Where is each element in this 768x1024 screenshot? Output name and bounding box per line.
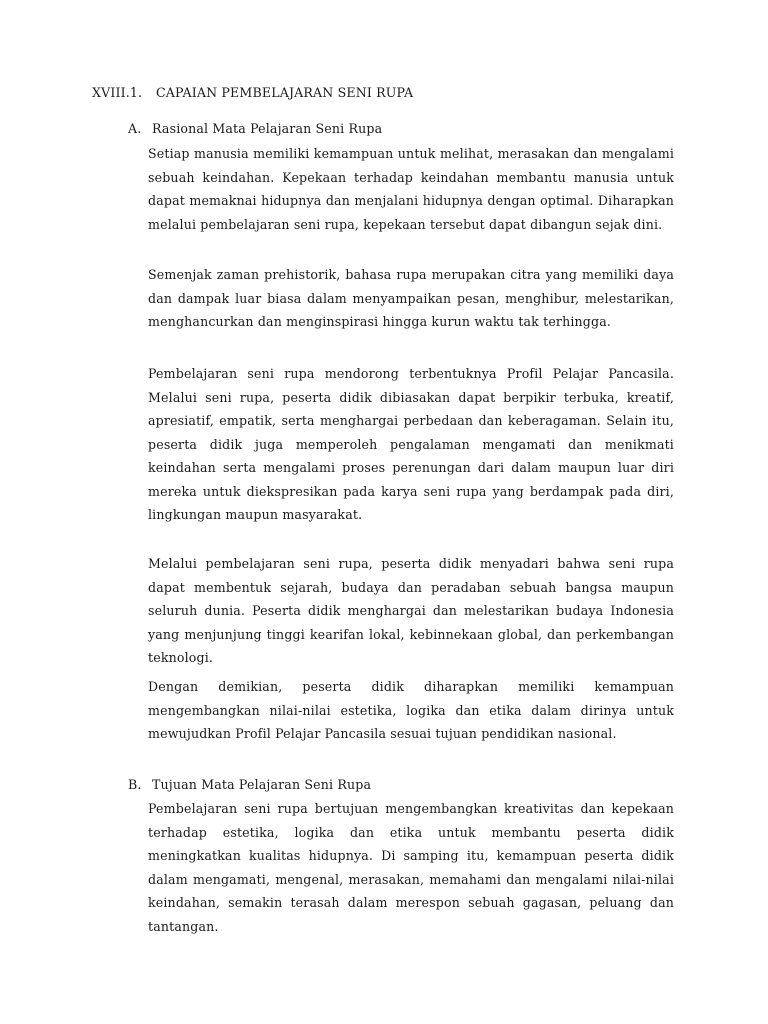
section-title: Rasional Mata Pelajaran Seni Rupa <box>152 121 383 136</box>
paragraph: Setiap manusia memiliki kemampuan untuk melihat, merasakan dan mengalami sebuah keindahan. Kepekaan terhadap keindahan membantu manusia untuk dapat memaknai hidupnya dan menjalani hidupnya dengan optimal. Diharapkan melalui pembelajaran seni rupa, kepekaan tersebut dapat dibangun sejak dini. <box>148 146 674 232</box>
paragraph: Semenjak zaman prehistorik, bahasa rupa merupakan citra yang memiliki daya dan dampak luar biasa dalam menyampaikan pesan, menghibur, melestarikan, menghancurkan dan menginspirasi hingga kurun waktu tak terhingga. <box>148 267 674 329</box>
chapter-heading <box>92 85 413 100</box>
section-heading-a <box>128 121 382 136</box>
chapter-title: CAPAIAN PEMBELAJARAN SENI RUPA <box>156 85 414 100</box>
section-heading-b <box>128 777 371 792</box>
section-letter: B. <box>128 777 142 792</box>
section-letter: A. <box>128 121 142 136</box>
paragraph: Pembelajaran seni rupa mendorong terbentuknya Profil Pelajar Pancasila. Melalui seni rupa, peserta didik dibiasakan dapat berpikir terbuka, kreatif, apresiatif, empatik, serta menghargai perbedaan dan keberagaman. Selain itu, peserta didik juga memperoleh pengalaman mengamati dan menikmati keindahan serta mengalami proses perenungan dari dalam maupun luar diri mereka untuk diekspresikan pada karya seni rupa yang berdampak pada diri, lingkungan maupun masyarakat. <box>148 366 674 522</box>
paragraph: Dengan demikian, peserta didik diharapkan memiliki kemampuan mengembangkan nilai-nilai estetika, logika dan etika dalam dirinya untuk mewujudkan Profil Pelajar Pancasila sesuai tujuan pendidikan nasional. <box>148 679 674 741</box>
chapter-number: XVIII.1. <box>92 85 143 100</box>
paragraph: Pembelajaran seni rupa bertujuan mengembangkan kreativitas dan kepekaan terhadap estetika, logika dan etika untuk membantu peserta didik meningkatkan kualitas hidupnya. Di samping itu, kemampuan peserta didik dalam mengamati, mengenal, merasakan, memahami dan mengalami nilai-nilai keindahan, semakin terasah dalam merespon sebuah gagasan, peluang dan tantangan. <box>148 801 674 934</box>
section-title: Tujuan Mata Pelajaran Seni Rupa <box>152 777 372 792</box>
paragraph: Melalui pembelajaran seni rupa, peserta didik menyadari bahwa seni rupa dapat membentuk sejarah, budaya dan peradaban sebuah bangsa maupun seluruh dunia. Peserta didik menghargai dan melestarikan budaya Indonesia yang menjunjung tinggi kearifan lokal, kebinnekaan global, dan perkembangan teknologi. <box>148 556 674 665</box>
